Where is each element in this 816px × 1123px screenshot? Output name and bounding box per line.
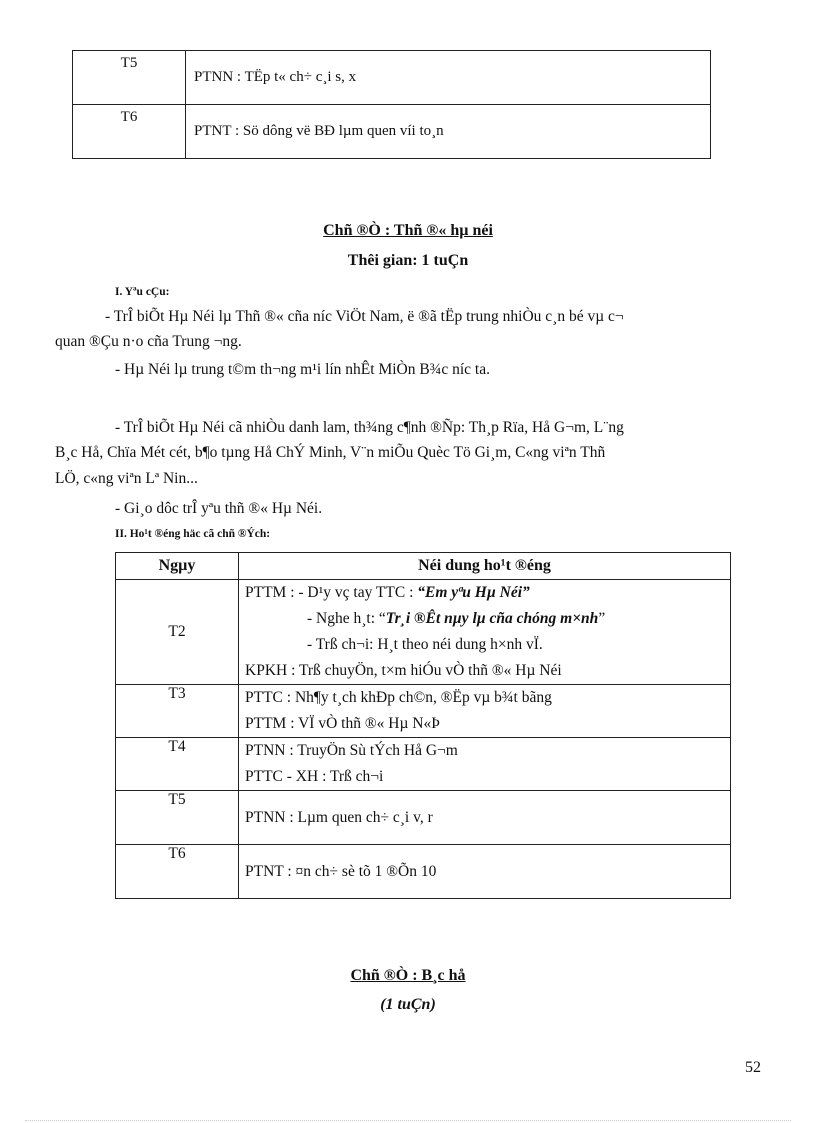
activity-cell: PTNT : Sö dông vë BÐ lµm quen víi to¸n — [186, 105, 711, 159]
activity-line — [245, 606, 730, 632]
day-cell: T2 — [116, 580, 239, 685]
day-cell: T3 — [116, 685, 239, 738]
section-title-text: Chñ ®Ò : B¸c hå — [350, 967, 466, 984]
activity-line — [245, 580, 730, 606]
paragraph-line: quan ®Çu n·o cña Trung ¬ng. — [55, 333, 242, 350]
table-header-row — [116, 553, 731, 580]
activity-cell — [239, 738, 731, 791]
table-row — [116, 791, 731, 845]
day-cell: T6 — [73, 105, 186, 159]
section-title — [0, 222, 816, 240]
activities-table — [115, 552, 731, 899]
table-row — [116, 738, 731, 791]
activity-text: ” — [598, 610, 606, 627]
paragraph-line: - Gi¸o dôc trÎ yªu thñ ®« Hµ Néi. — [115, 500, 323, 517]
section-title — [0, 967, 816, 985]
activity-line: - Trß ch¬i: H¸t theo néi dung h×nh vÏ. — [307, 636, 543, 653]
table-row — [116, 580, 731, 685]
section-title-text: Chñ ®Ò : Thñ ®« hµ néi — [323, 222, 493, 239]
paragraph-line: LÖ, c«ng viªn Lª Nin... — [55, 470, 198, 487]
activity-cell: PTNN : Lµm quen ch÷ c¸i v, r — [239, 791, 731, 845]
top-schedule-table — [72, 50, 711, 159]
paragraph-line: - Hµ Néi lµ trung t©m th¬ng m¹i lín nhÊt MiÒn B¾c níc ta. — [115, 361, 490, 378]
table-row — [116, 845, 731, 899]
activity-cell: PTNN : TËp t« ch÷ c¸i s, x — [186, 51, 711, 105]
activity-line: PTTM : VÏ vÒ thñ ®« Hµ N«Þ — [245, 715, 440, 732]
day-cell: T5 — [73, 51, 186, 105]
day-cell: T6 — [116, 845, 239, 899]
table-row — [116, 685, 731, 738]
activities-heading: II. Ho¹t ®éng häc cã chñ ®Ých: — [115, 528, 271, 540]
section-time: Thêi gian: 1 tuÇn — [347, 252, 469, 269]
song-title: Tr¸i ®Êt nµy lµ cña chóng m×nh — [385, 610, 599, 627]
day-cell: T5 — [116, 791, 239, 845]
column-header-day: Ngµy — [116, 553, 239, 580]
activity-text: PTTM : - D¹y vç tay TTC : — [245, 584, 418, 601]
table-row — [73, 51, 711, 105]
paragraph-line: - TrÎ biÕt Hµ Néi cã nhiÒu danh lam, th¾ng c¶nh ®Ñp: Th¸p Rïa, Hå G¬m, L¨ng — [115, 419, 624, 436]
activity-line: KPKH : Trß chuyÖn, t×m hiÓu vÒ thñ ®« Hµ Néi — [245, 662, 562, 679]
paragraph-line: - TrÎ biÕt Hµ Néi lµ Thñ ®« cña níc ViÖt Nam, ë ®ã tËp trung nhiÒu c¸n bé vµ c¬ — [105, 308, 624, 325]
activity-line: PTNN : TruyÖn Sù tÝch Hå G¬m — [245, 742, 458, 759]
day-cell: T4 — [116, 738, 239, 791]
table-row — [73, 105, 711, 159]
activity-line: PTTC : Nh¶y t¸ch khÐp ch©n, ®Ëp vµ b¾t bãng — [245, 689, 552, 706]
activity-cell: PTNT : ¤n ch÷ sè tõ 1 ®Õn 10 — [239, 845, 731, 899]
page-number: 52 — [745, 1059, 761, 1076]
activity-cell — [239, 685, 731, 738]
activity-line: PTTC - XH : Trß ch¬i — [245, 768, 384, 785]
paragraph-line: B¸c Hå, Chïa Mét cét, b¶o tµng Hå ChÝ Minh, V¨n miÕu Quèc Tö Gi¸m, C«ng viªn Thñ — [55, 444, 606, 461]
section-time: (1 tuÇn) — [380, 996, 436, 1013]
column-header-content: Néi dung ho¹t ®éng — [239, 553, 731, 580]
divider — [25, 1120, 791, 1121]
requirements-heading: I. Yªu cÇu: — [115, 286, 170, 298]
activity-cell — [239, 580, 731, 685]
song-title: “Em yªu Hµ Néi” — [417, 584, 530, 601]
activity-text: - Nghe h¸t: “ — [307, 610, 386, 627]
